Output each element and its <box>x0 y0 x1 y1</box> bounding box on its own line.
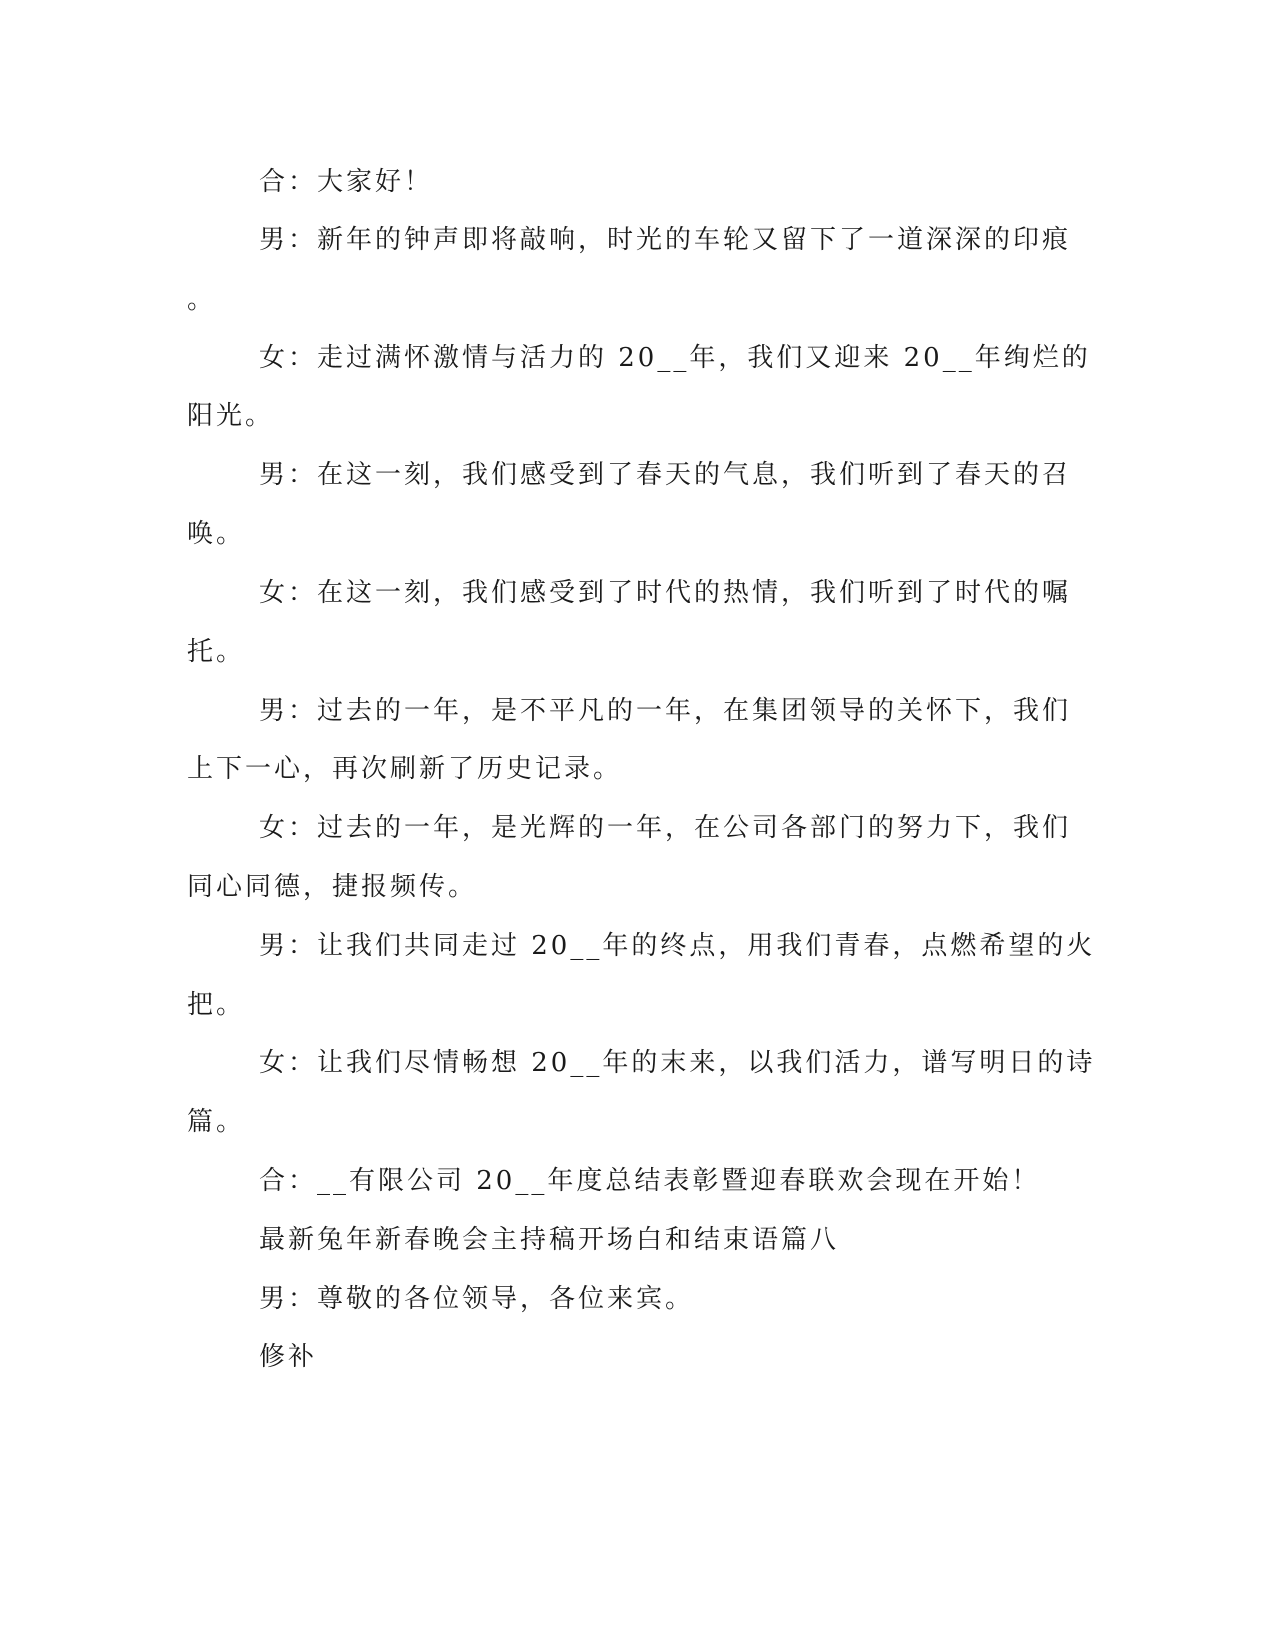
text-line: 男：尊敬的各位领导，各位来宾。 <box>259 1284 695 1314</box>
text-line: 女：过去的一年，是光辉的一年，在公司各部门的努力下，我们 <box>259 813 1072 843</box>
text-line: 唤。 <box>187 519 246 549</box>
text-line: 男：过去的一年，是不平凡的一年，在集团领导的关怀下，我们 <box>259 696 1072 726</box>
text-line: 把。 <box>187 990 246 1020</box>
text-line: 男：让我们共同走过 20__年的终点，用我们青春，点燃希望的火 <box>259 931 1096 961</box>
text-line: 修补 <box>259 1342 318 1372</box>
text-line: 女：走过满怀激情与活力的 20__年，我们又迎来 20__年绚烂的 <box>259 343 1091 373</box>
text-line: 女：在这一刻，我们感受到了时代的热情，我们听到了时代的嘱 <box>259 578 1072 608</box>
text-line: 女：让我们尽情畅想 20__年的末来，以我们活力，谱写明日的诗 <box>259 1048 1096 1078</box>
text-line: 篇。 <box>187 1107 246 1137</box>
text-line: 合：大家好！ <box>259 167 434 197</box>
text-line: 合：__有限公司 20__年度总结表彰暨迎春联欢会现在开始！ <box>259 1166 1041 1196</box>
section-heading: 最新兔年新春晚会主持稿开场白和结束语篇八 <box>259 1225 840 1255</box>
text-line: 托。 <box>187 637 246 667</box>
text-line: 。 <box>187 285 217 315</box>
text-line: 男：在这一刻，我们感受到了春天的气息，我们听到了春天的召 <box>259 460 1072 490</box>
text-line: 同心同德，捷报频传。 <box>187 872 478 902</box>
text-line: 上下一心，再次刷新了历史记录。 <box>187 754 623 784</box>
text-line: 阳光。 <box>187 401 275 431</box>
text-line: 男：新年的钟声即将敲响，时光的车轮又留下了一道深深的印痕 <box>259 225 1072 255</box>
